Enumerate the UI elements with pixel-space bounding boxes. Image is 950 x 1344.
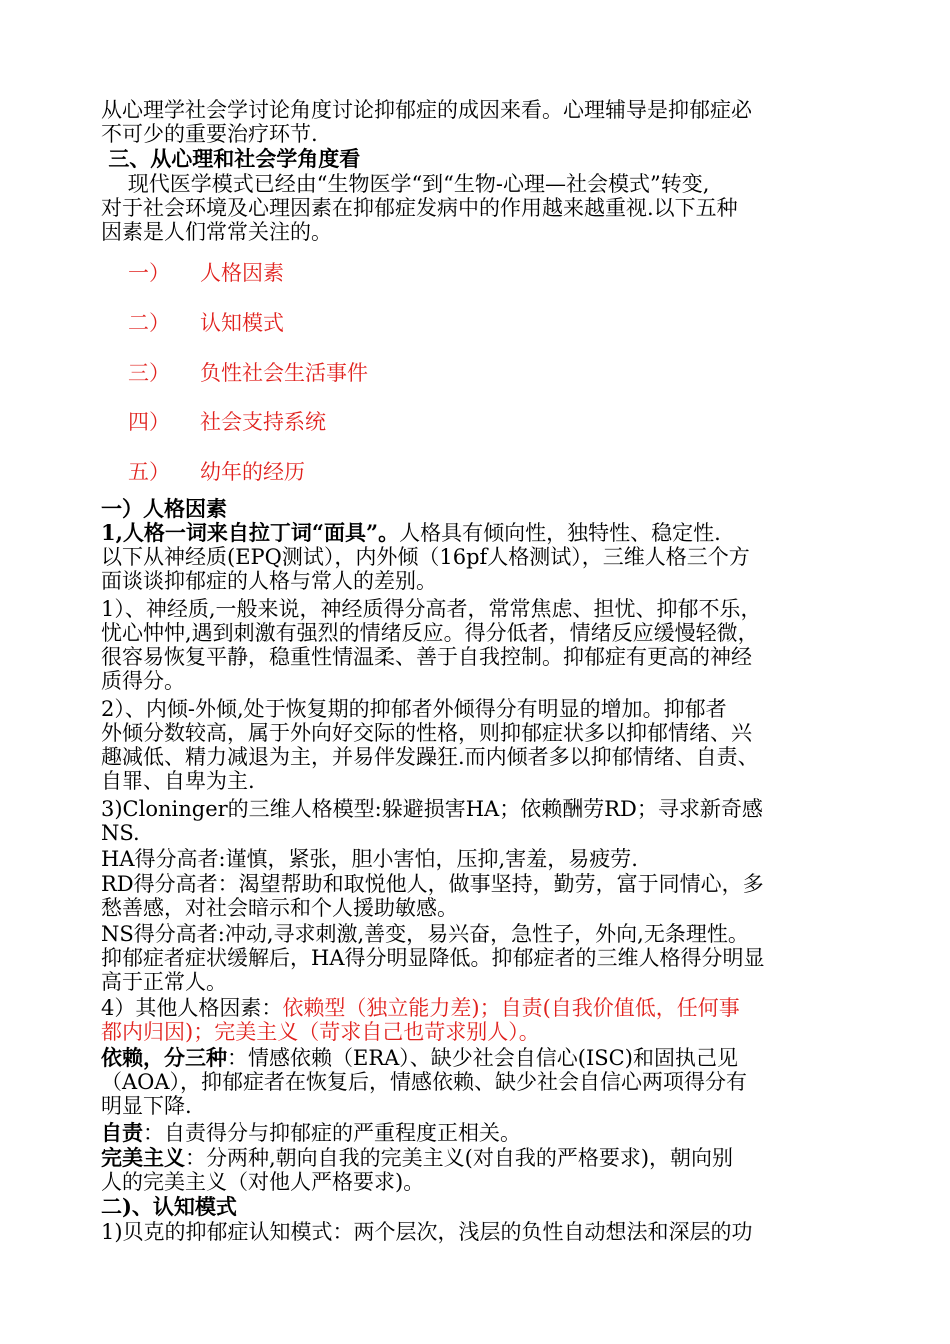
factor-item-3 [128, 361, 368, 385]
paragraph-text: ：分两种,朝向自我的完美主义(对自我的严格要求)，朝向别 人的完美主义（对他人严格要求)。 [101, 1146, 734, 1194]
factor-item-2 [128, 311, 284, 335]
paragraph-personality-def [101, 521, 851, 593]
factor-label: 认知模式 [200, 311, 284, 335]
factor-item-1 [128, 261, 284, 285]
bold-lead: 完美主义 [101, 1145, 185, 1170]
factor-label: 社会支持系统 [200, 410, 326, 434]
paragraph-ha: HA得分高者:谨慎，紧张，胆小害怕，压抑,害羞，易疲劳. [101, 847, 638, 871]
paragraph-text: 人格具有倾向性，独特性、稳定性. 以下从神经质(EPQ测试），内外倾（16pf人格测试），三维人格三个方 面谈谈抑郁症的人格与常人的差别。 [101, 521, 750, 593]
section-heading-personality: 一）人格因素 [101, 496, 227, 521]
highlight-text: 依赖型（独立能力差)；自责(自我价值低，任何事 都内归因)；完美主义（苛求自己也苛求别人）。 [101, 996, 740, 1044]
bold-lead: 自责 [101, 1120, 143, 1145]
factor-number: 五） [128, 460, 170, 484]
paragraph-text: ：自责得分与抑郁症的严重程度正相关。 [143, 1121, 521, 1145]
paragraph-neuroticism: 1）、神经质,一般来说，神经质得分高者，常常焦虑、担忧、抑郁不乐， 忧心忡忡,遇到刺激有强烈的情绪反应。得分低者，情绪反应缓慢轻微， 很容易恢复平静，稳重性情温柔、善于自我控制。抑郁症有更高的神经 质得分。 [101, 597, 762, 693]
paragraph-other-factors [101, 996, 851, 1044]
paragraph-introversion: 2）、内倾-外倾,处于恢复期的抑郁者外倾得分有明显的增加。抑郁者 外倾分数较高，属于外向好交际的性格，则抑郁症状多以抑郁情绪、兴 趣减低、精力减退为主，并易伴发躁狂.而内倾者多以抑郁情绪、自责、 自罪、自卑为主. [101, 697, 759, 793]
paragraph-dependence [101, 1046, 851, 1118]
paragraph-ns: NS得分高者:冲动,寻求刺激,善变，易兴奋，急性子，外向,无条理性。 抑郁症者症状缓解后，HA得分明显降低。抑郁症者的三维人格得分明显 高于正常人。 [101, 922, 765, 994]
bold-lead: 依赖，分三种 [101, 1045, 227, 1070]
factor-item-5 [128, 460, 305, 484]
factor-label: 负性社会生活事件 [200, 361, 368, 385]
paragraph-text: ：情感依赖（ERA）、缺少社会自信心(ISC)和固执己见 （AOA），抑郁症者在恢复后，情感依赖、缺少社会自信心两项得分有 明显下降. [101, 1046, 748, 1118]
bold-lead: 1,人格一词来自拉丁词“面具”。 [101, 520, 400, 545]
factor-number: 一） [128, 261, 170, 285]
section-heading-cognition: 二)、认知模式 [101, 1194, 237, 1219]
paragraph-rd: RD得分高者：渴望帮助和取悦他人，做事坚持，勤劳，富于同情心，多 愁善感，对社会暗示和个人援助敏感。 [101, 872, 764, 920]
paragraph-text: 4）其他人格因素： [101, 996, 283, 1020]
factor-number: 四） [128, 410, 170, 434]
factor-label: 幼年的经历 [200, 460, 305, 484]
paragraph-perfectionism [101, 1146, 851, 1194]
paragraph-intro: 从心理学社会学讨论角度讨论抑郁症的成因来看。心理辅导是抑郁症必 不可少的重要治疗环节. [101, 98, 752, 146]
factor-item-4 [128, 410, 326, 434]
factor-label: 人格因素 [200, 261, 284, 285]
section-heading-3: 三、从心理和社会学角度看 [101, 146, 361, 171]
paragraph-model: 现代医学模式已经由“生物医学“到“生物-心理—社会模式”转变, 对于社会环境及心理因素在抑郁症发病中的作用越来越重视.以下五种 因素是人们常常关注的。 [101, 172, 738, 244]
paragraph-beck: 1)贝克的抑郁症认知模式：两个层次，浅层的负性自动想法和深层的功 [101, 1220, 753, 1244]
factor-number: 二） [128, 311, 170, 335]
paragraph-self-blame [101, 1121, 851, 1145]
factor-number: 三） [128, 361, 170, 385]
paragraph-cloninger: 3)Cloninger的三维人格模型:躲避损害HA；依赖酬劳RD；寻求新奇感 NS. [101, 797, 763, 845]
